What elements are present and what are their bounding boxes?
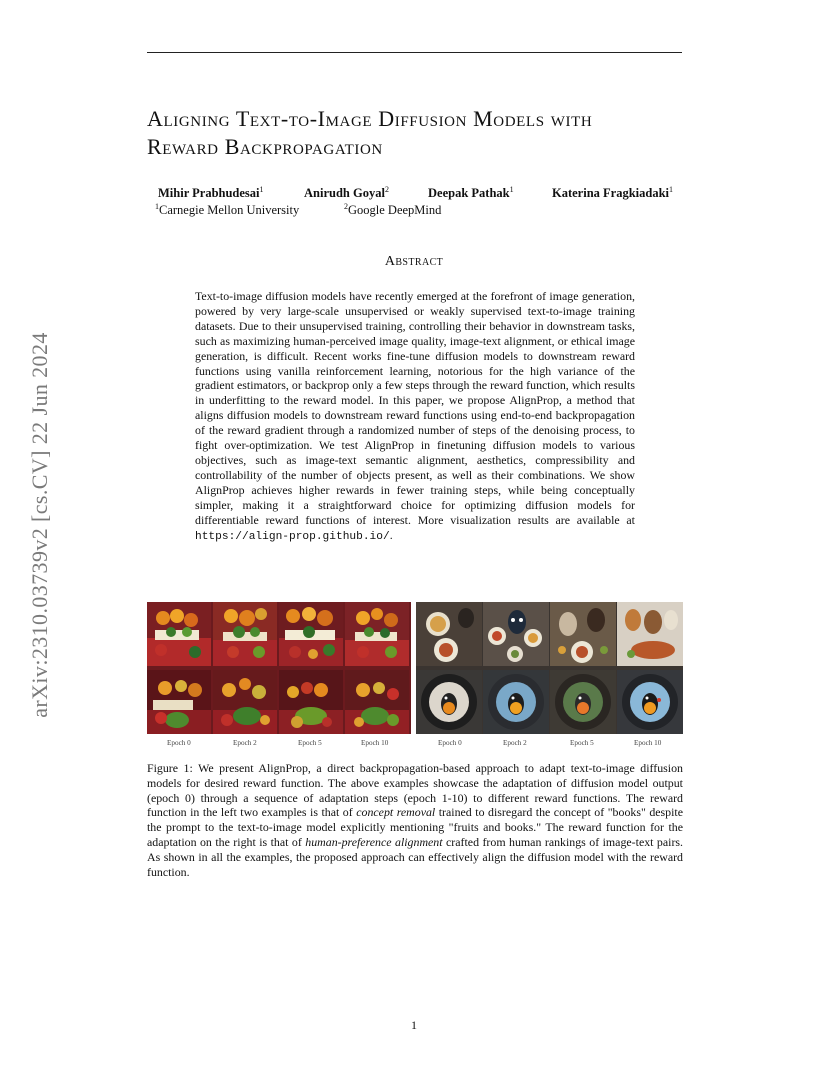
fruit-book-image <box>279 602 343 666</box>
arxiv-identifier: arXiv:2310.03739v2 [cs.CV] 22 Jun 2024 <box>27 332 52 718</box>
figure-panel-concept-removal <box>147 602 411 734</box>
epoch-label: Epoch 2 <box>233 739 257 747</box>
bird-tire-image <box>617 670 683 734</box>
figure-panel-human-preference <box>416 602 683 734</box>
fruit-image <box>345 670 409 734</box>
abstract-text: Text-to-image diffusion models have recently emerged at the forefront of image generation, powered by very large-scale unsupervised or weakly supervised text-to-image training datasets. Due to their unsupervised training, controlling their behavior in downstream tasks, such as maximizing human-perceived image quality, image-text alignment, or ethical image generation, is difficult. Recent works fine-tune diffusion models to downstream reward functions using vanilla reinforcement learning, notorious for the high variance of the gradient estimators, or backprop only a few steps through the reward function, which results in underfitting to the reward model. In this paper, we propose AlignProp, a method that aligns diffusion models to downstream reward functions using end-to-end backpropagation of the reward gradient through a randomized number of steps of the denoising process, to fight over-optimization. We test AlignProp in finetuning diffusion models to various objectives, such as image-text semantic alignment, aesthetics, compressibility and controllability of the number of objects present, as well as their combinations. We show AlignProp achieves higher rewards in fewer training steps, while being conceptually simpler, making it a straightforward choice for optimizing diffusion models for differentiable reward functions of interest. More visualization results are available at <box>195 289 635 527</box>
fruit-book-image <box>147 602 211 666</box>
paper-title <box>147 105 707 161</box>
dog-food-image <box>617 602 683 666</box>
title-line-2: Reward Backpropagation <box>147 134 383 159</box>
epoch-label: Epoch 10 <box>634 739 662 747</box>
affiliation: $^2$Google DeepMind <box>344 202 442 218</box>
affiliation: $^1$Carnegie Mellon University <box>155 202 300 218</box>
title-line-1: Aligning Text-to-Image Diffusion Models with <box>147 106 593 131</box>
figure-caption: Figure 1: We present AlignProp, a direct backpropagation-based approach to adapt text-to-image diffusion models for desired reward function. The above examples showcase the adaptation of diffusion model output (epoch 0) through a sequence of adaptation steps (epoch 1-10) to different reward functions. The reward function in the left two examples is that of concept removal trained to disregard the concept of "books" despite the prompt to the text-to-image model explicitly mentioning "fruits and books." The reward function for the adaptation on the right is that of human-preference alignment crafted from human rankings of image-text pairs. As shown in all the examples, the proposed approach can effectively align the diffusion model with the reward function. <box>147 761 684 879</box>
author: Deepak Pathak$^1$ <box>428 185 514 201</box>
epoch-label: Epoch 2 <box>503 739 527 747</box>
bird-tire-image <box>550 670 616 734</box>
author: Anirudh Goyal$^2$ <box>304 185 389 201</box>
epoch-label: Epoch 10 <box>361 739 389 747</box>
fruit-book-image <box>213 602 277 666</box>
epoch-label: Epoch 0 <box>438 739 462 747</box>
fruit-book-image <box>345 602 409 666</box>
author: Katerina Fragkiadaki$^1$ <box>552 185 674 201</box>
fruit-image <box>213 670 277 734</box>
abstract-end: . <box>389 527 393 542</box>
dog-food-image <box>416 602 482 666</box>
dog-food-image <box>550 602 616 666</box>
epoch-label: Epoch 5 <box>298 739 322 747</box>
project-url[interactable]: https://align-prop.github.io/ <box>195 530 390 543</box>
bird-tire-image <box>416 670 482 734</box>
figure-image-grid <box>147 602 683 734</box>
bird-tire-image <box>483 670 549 734</box>
fruit-image <box>147 670 211 734</box>
abstract-heading: Abstract <box>384 254 444 269</box>
epoch-label: Epoch 5 <box>570 739 594 747</box>
abstract-body <box>195 289 635 544</box>
page-number: 1 <box>411 1018 417 1032</box>
dog-food-image <box>483 602 549 666</box>
epoch-label: Epoch 0 <box>167 739 191 747</box>
top-rule <box>147 52 682 53</box>
author: Mihir Prabhudesai$^1$ <box>158 185 264 201</box>
fruit-image <box>279 670 343 734</box>
